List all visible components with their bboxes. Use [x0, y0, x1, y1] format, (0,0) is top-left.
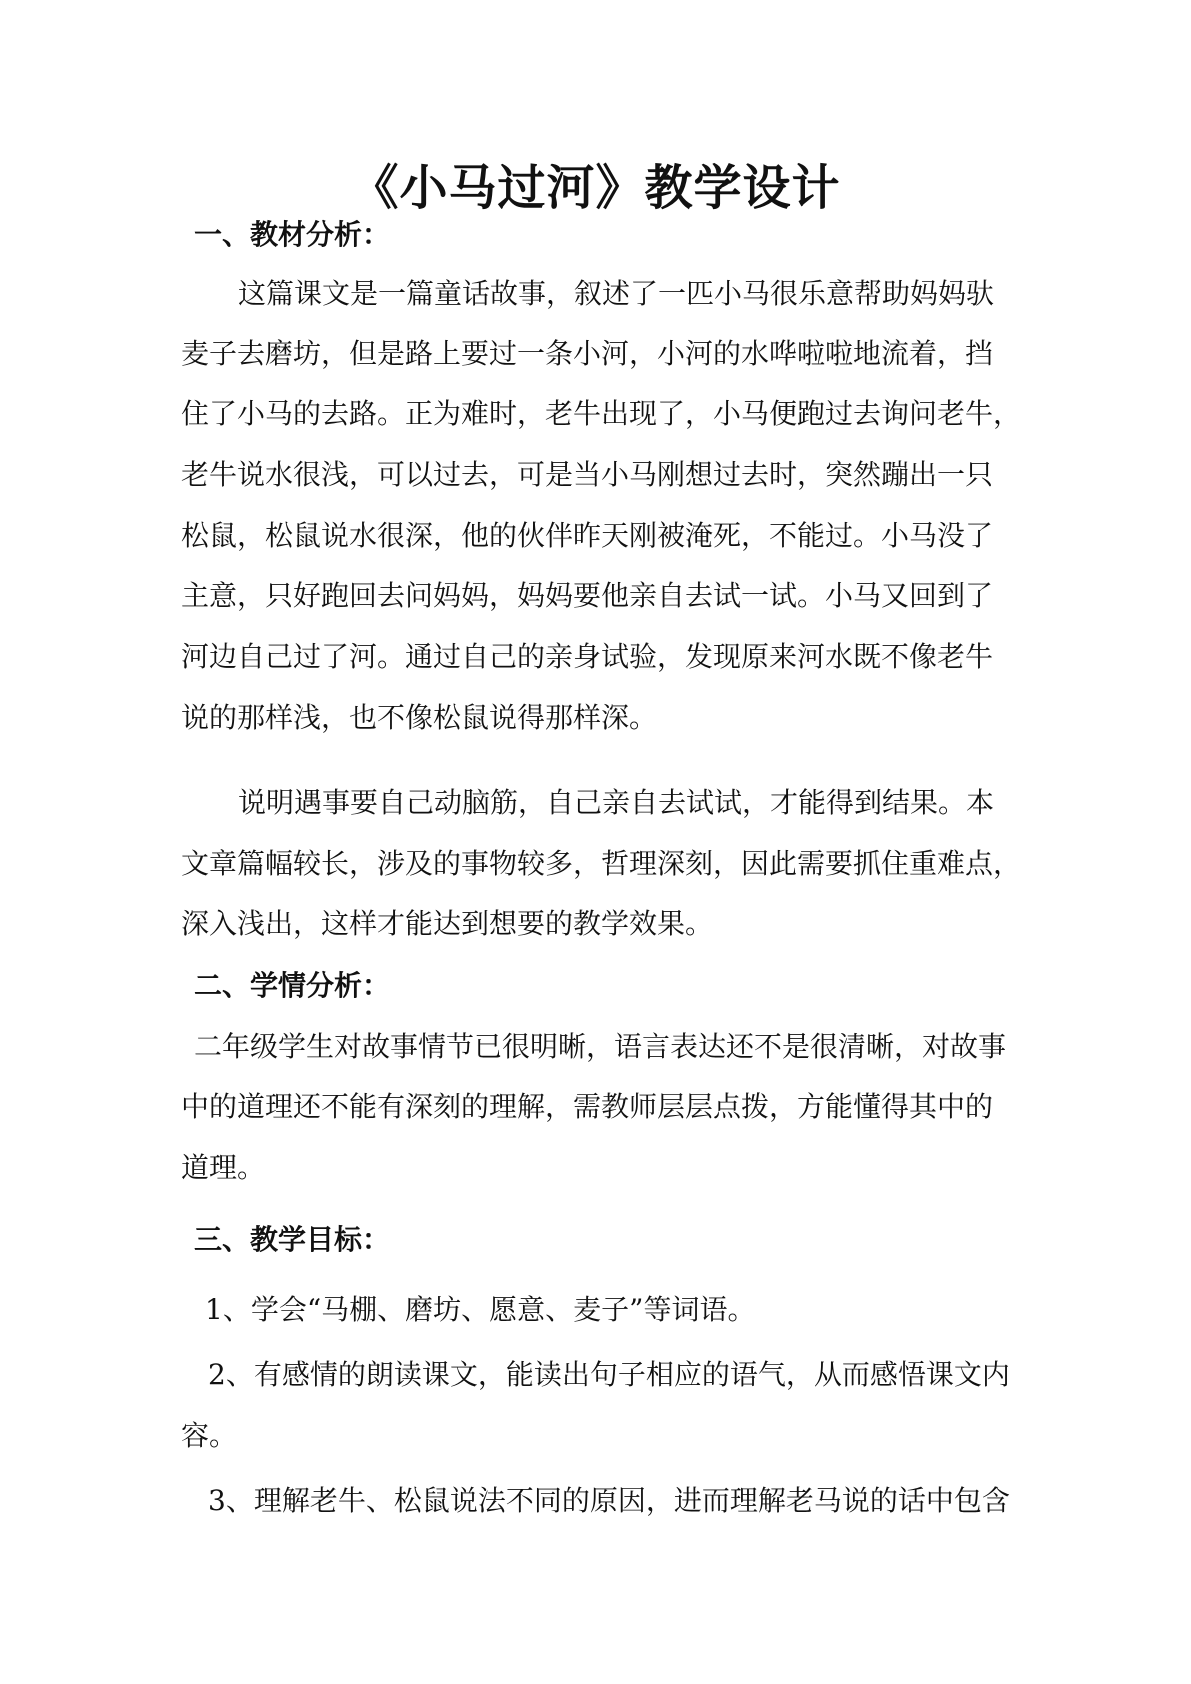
paragraph-line: 住了小马的去路。正为难时，老牛出现了，小马便跑过去询问老牛， [181, 397, 1022, 430]
goal-item-2-line: 2、有感情的朗读课文，能读出句子相应的语气，从而感悟课文内 [208, 1358, 1010, 1391]
paragraph-line: 文章篇幅较长，涉及的事物较多，哲理深刻，因此需要抓住重难点， [181, 847, 1022, 880]
goal-item-1: 1、学会“马棚、磨坊、愿意、麦子”等词语。 [205, 1293, 756, 1326]
paragraph-line: 深入浅出，这样才能达到想要的教学效果。 [181, 907, 714, 940]
paragraph-line: 道理。 [181, 1151, 266, 1184]
paragraph-line: 河边自己过了河。通过自己的亲身试验，发现原来河水既不像老牛 [181, 640, 994, 673]
goal-item-2-line: 容。 [181, 1419, 238, 1452]
paragraph-line: 中的道理还不能有深刻的理解，需教师层层点拨，方能懂得其中的 [181, 1090, 994, 1123]
paragraph-line: 说的那样浅，也不像松鼠说得那样深。 [181, 701, 658, 734]
paragraph-line: 麦子去磨坊，但是路上要过一条小河，小河的水哗啦啦地流着，挡 [181, 337, 994, 370]
paragraph-line: 主意，只好跑回去问妈妈，妈妈要他亲自去试一试。小马又回到了 [181, 579, 994, 612]
paragraph-line: 老牛说水很浅，可以过去，可是当小马刚想过去时，突然蹦出一只 [181, 458, 994, 491]
paragraph-line: 这篇课文是一篇童话故事，叙述了一匹小马很乐意帮助妈妈驮 [238, 277, 995, 310]
paragraph-line: 说明遇事要自己动脑筋，自己亲自去试试，才能得到结果。本 [238, 786, 995, 819]
section-heading-teaching-goals: 三、教学目标： [194, 1223, 391, 1256]
section-heading-material-analysis: 一、教材分析： [194, 218, 391, 251]
paragraph-line: 二年级学生对故事情节已很明晰，语言表达还不是很清晰，对故事 [194, 1030, 1007, 1063]
goal-item-3: 3、理解老牛、松鼠说法不同的原因，进而理解老马说的话中包含 [208, 1484, 1010, 1517]
paragraph-line: 松鼠，松鼠说水很深，他的伙伴昨天刚被淹死，不能过。小马没了 [181, 519, 994, 552]
document-title: 《小马过河》教学设计 [350, 160, 841, 216]
section-heading-student-analysis: 二、学情分析： [194, 969, 391, 1002]
